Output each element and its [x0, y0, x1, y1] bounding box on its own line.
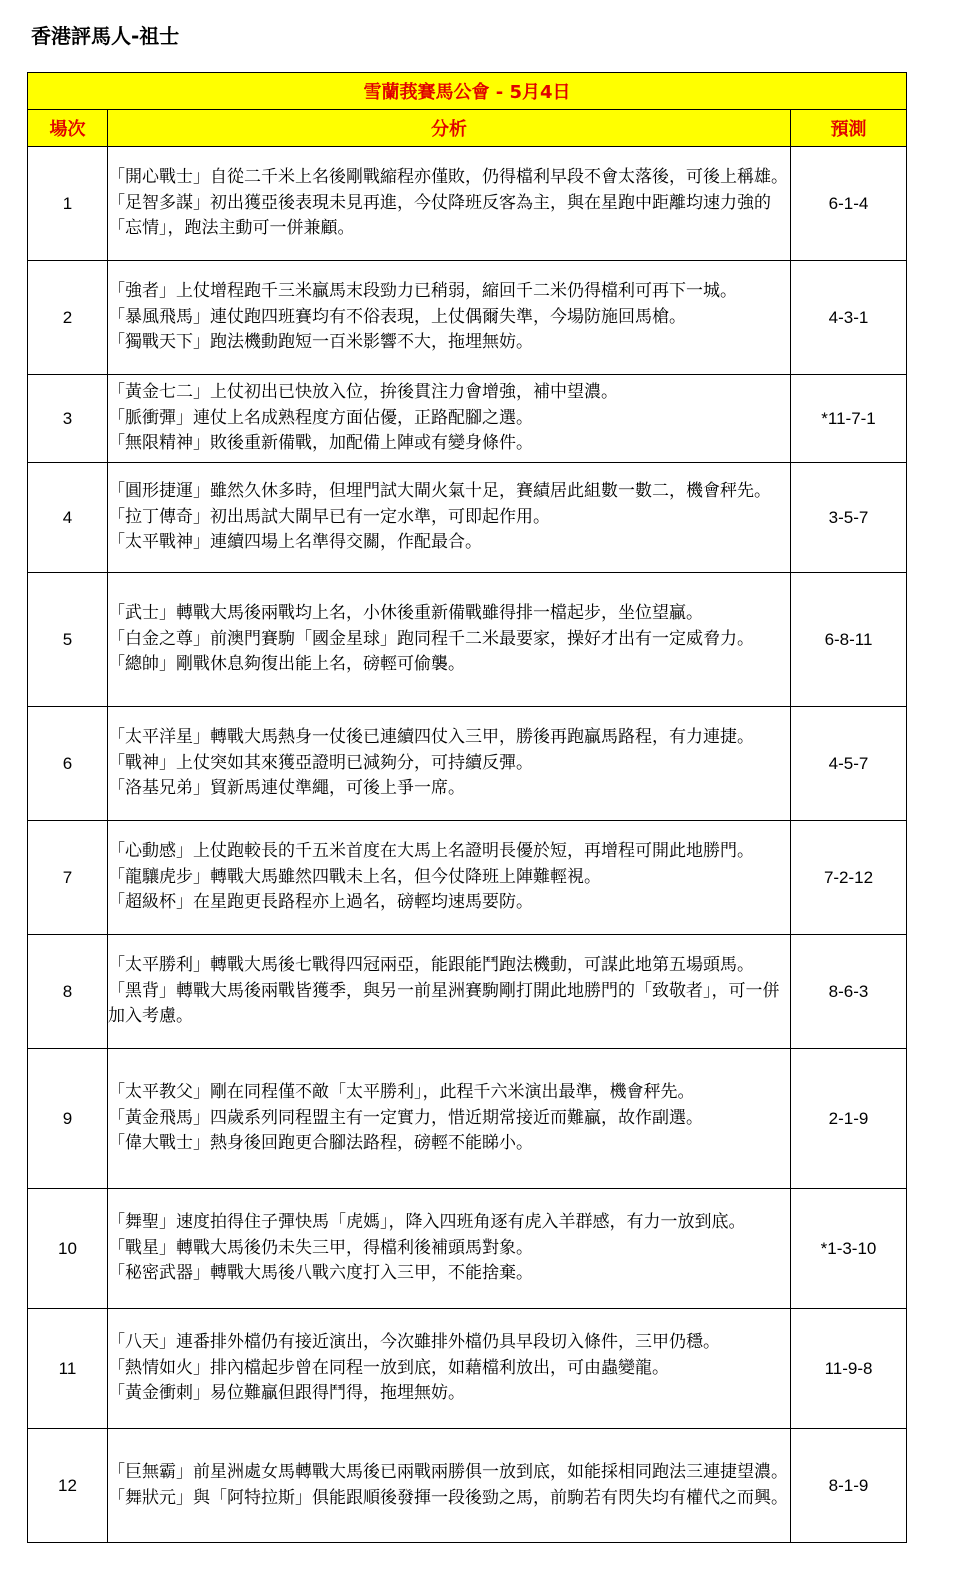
race-analysis	[108, 1429, 791, 1543]
analysis-paragraph: 「太平洋星」轉戰大馬熱身一仗後已連續四仗入三甲，勝後再跑贏馬路程，有力連捷。	[108, 727, 754, 748]
race-prediction: 7-2-12	[791, 821, 907, 935]
analysis-paragraph: 「洛基兄弟」貿新馬連仗準繩，可後上爭一席。	[108, 778, 465, 799]
race-analysis	[108, 573, 791, 707]
race-number: 1	[28, 147, 108, 261]
analysis-paragraph: 「強者」上仗增程跑千三米贏馬末段勁力已稍弱，縮回千二米仍得檔利可再下一城。	[108, 281, 737, 302]
race-prediction: 4-5-7	[791, 707, 907, 821]
race-prediction: 4-3-1	[791, 261, 907, 375]
race-analysis	[108, 375, 791, 463]
analysis-paragraph: 「偉大戰士」熱身後回跑更合腳法路程，磅輕不能睇小。	[108, 1133, 533, 1154]
analysis-paragraph: 「龍驤虎步」轉戰大馬雖然四戰未上名，但今仗降班上陣難輕視。	[108, 866, 601, 887]
analysis-paragraph: 「黑背」轉戰大馬後兩戰皆獲季，與另一前星洲賽駒剛打開此地勝門的「致敬者」，可一併加入考慮。	[108, 980, 780, 1027]
race-analysis	[108, 821, 791, 935]
table-row	[28, 1309, 907, 1429]
race-prediction: 11-9-8	[791, 1309, 907, 1429]
analysis-paragraph: 「超級杯」在星跑更長路程亦上過名，磅輕均速馬要防。	[108, 892, 533, 913]
analysis-paragraph: 「秘密武器」轉戰大馬後八戰六度打入三甲，不能捨棄。	[108, 1263, 533, 1284]
table-row	[28, 1189, 907, 1309]
race-prediction: *1-3-10	[791, 1189, 907, 1309]
analysis-paragraph: 「總帥」剛戰休息夠復出能上名，磅輕可偷襲。	[108, 654, 465, 675]
race-number: 5	[28, 573, 108, 707]
table-row	[28, 935, 907, 1049]
race-number: 9	[28, 1049, 108, 1189]
race-analysis	[108, 707, 791, 821]
race-number: 8	[28, 935, 108, 1049]
table-row	[28, 707, 907, 821]
race-number: 4	[28, 463, 108, 573]
analysis-paragraph: 「脈衝彈」連仗上名成熟程度方面佔優，正路配腳之選。	[108, 407, 533, 428]
analysis-paragraph: 「心動感」上仗跑較長的千五米首度在大馬上名證明長優於短，再增程可開此地勝門。	[108, 841, 754, 862]
race-analysis	[108, 147, 791, 261]
table-row	[28, 821, 907, 935]
race-number: 7	[28, 821, 108, 935]
race-analysis	[108, 1309, 791, 1429]
race-analysis	[108, 935, 791, 1049]
race-analysis	[108, 463, 791, 573]
analysis-paragraph: 「武士」轉戰大馬後兩戰均上名，小休後重新備戰雖得排一檔起步，坐位望贏。	[108, 603, 703, 624]
analysis-paragraph: 「無限精神」敗後重新備戰，加配備上陣或有變身條件。	[108, 433, 533, 454]
race-prediction: 6-8-11	[791, 573, 907, 707]
analysis-paragraph: 「黃金飛馬」四歲系列同程盟主有一定實力，惜近期常接近而難贏，故作副選。	[108, 1107, 703, 1128]
meeting-banner: 雪蘭莪賽馬公會 - 5月4日	[28, 73, 907, 110]
analysis-paragraph: 「太平戰神」連續四場上名準得交關，作配最合。	[108, 532, 482, 553]
race-tips-table	[27, 72, 907, 1543]
analysis-paragraph: 「太平勝利」轉戰大馬後七戰得四冠兩亞，能跟能鬥跑法機動，可謀此地第五場頭馬。	[108, 955, 754, 976]
race-number: 10	[28, 1189, 108, 1309]
race-prediction: 6-1-4	[791, 147, 907, 261]
analysis-paragraph: 「開心戰士」自從二千米上名後剛戰縮程亦僅敗，仍得檔利早段不會太落後，可後上稱雄。	[108, 167, 788, 188]
analysis-paragraph: 「舞狀元」與「阿特拉斯」俱能跟順後發揮一段後勁之馬，前駒若有閃失均有權代之而興。	[108, 1487, 788, 1508]
table-row	[28, 573, 907, 707]
table-row	[28, 463, 907, 573]
race-analysis	[108, 261, 791, 375]
header-analysis: 分析	[108, 110, 791, 147]
analysis-paragraph: 「戰神」上仗突如其來獲亞證明已減夠分，可持續反彈。	[108, 752, 533, 773]
header-prediction: 預測	[791, 110, 907, 147]
table-header-row	[28, 110, 907, 147]
header-race: 場次	[28, 110, 108, 147]
race-prediction: 2-1-9	[791, 1049, 907, 1189]
document-title: 香港評馬人-祖士	[31, 24, 180, 48]
race-prediction: 8-1-9	[791, 1429, 907, 1543]
race-number: 11	[28, 1309, 108, 1429]
analysis-paragraph: 「黃金七二」上仗初出已快放入位，拚後貫注力會增強，補中望濃。	[108, 382, 618, 403]
table-banner-row	[28, 73, 907, 110]
analysis-paragraph: 「太平教父」剛在同程僅不敵「太平勝利」，此程千六米演出最準，機會秤先。	[108, 1082, 695, 1103]
race-analysis	[108, 1049, 791, 1189]
race-prediction: 3-5-7	[791, 463, 907, 573]
analysis-paragraph: 「獨戰天下」跑法機動跑短一百米影響不大，拖埋無妨。	[108, 332, 533, 353]
race-analysis	[108, 1189, 791, 1309]
table-body	[28, 147, 907, 1543]
race-number: 12	[28, 1429, 108, 1543]
analysis-paragraph: 「熱情如火」排內檔起步曾在同程一放到底，如藉檔利放出，可由蟲變龍。	[108, 1357, 669, 1378]
table-row	[28, 375, 907, 463]
table-row	[28, 1049, 907, 1189]
analysis-paragraph: 「足智多謀」初出獲亞後表現未見再進，今仗降班反客為主，與在星跑中距離均速力強的「忘情」，跑法主動可一併兼顧。	[108, 192, 771, 239]
race-prediction: 8-6-3	[791, 935, 907, 1049]
table-row	[28, 1429, 907, 1543]
analysis-paragraph: 「舞聖」速度拍得住子彈快馬「虎媽」，降入四班角逐有虎入羊群感，有力一放到底。	[108, 1212, 746, 1233]
table-row	[28, 147, 907, 261]
analysis-paragraph: 「戰星」轉戰大馬後仍未失三甲，得檔利後補頭馬對象。	[108, 1237, 533, 1258]
analysis-paragraph: 「巨無霸」前星洲處女馬轉戰大馬後已兩戰兩勝俱一放到底，如能採相同跑法三連捷望濃。	[108, 1462, 788, 1482]
analysis-paragraph: 「八天」連番排外檔仍有接近演出，今次雖排外檔仍具早段切入條件，三甲仍穩。	[108, 1332, 720, 1353]
analysis-paragraph: 「白金之尊」前澳門賽駒「國金星球」跑同程千二米最要家，操好才出有一定威脅力。	[108, 628, 754, 649]
analysis-paragraph: 「暴風飛馬」連仗跑四班賽均有不俗表現，上仗偶爾失準，今場防施回馬槍。	[108, 306, 686, 327]
table-row	[28, 261, 907, 375]
analysis-paragraph: 「圓形捷運」雖然久休多時，但埋門試大閘火氣十足，賽績居此組數一數二，機會秤先。	[108, 481, 771, 502]
race-number: 2	[28, 261, 108, 375]
analysis-paragraph: 「拉丁傳奇」初出馬試大閘早已有一定水準，可即起作用。	[108, 506, 550, 527]
race-prediction: *11-7-1	[791, 375, 907, 463]
analysis-paragraph: 「黃金衝刺」易位難贏但跟得鬥得，拖埋無妨。	[108, 1383, 465, 1404]
race-number: 3	[28, 375, 108, 463]
race-number: 6	[28, 707, 108, 821]
